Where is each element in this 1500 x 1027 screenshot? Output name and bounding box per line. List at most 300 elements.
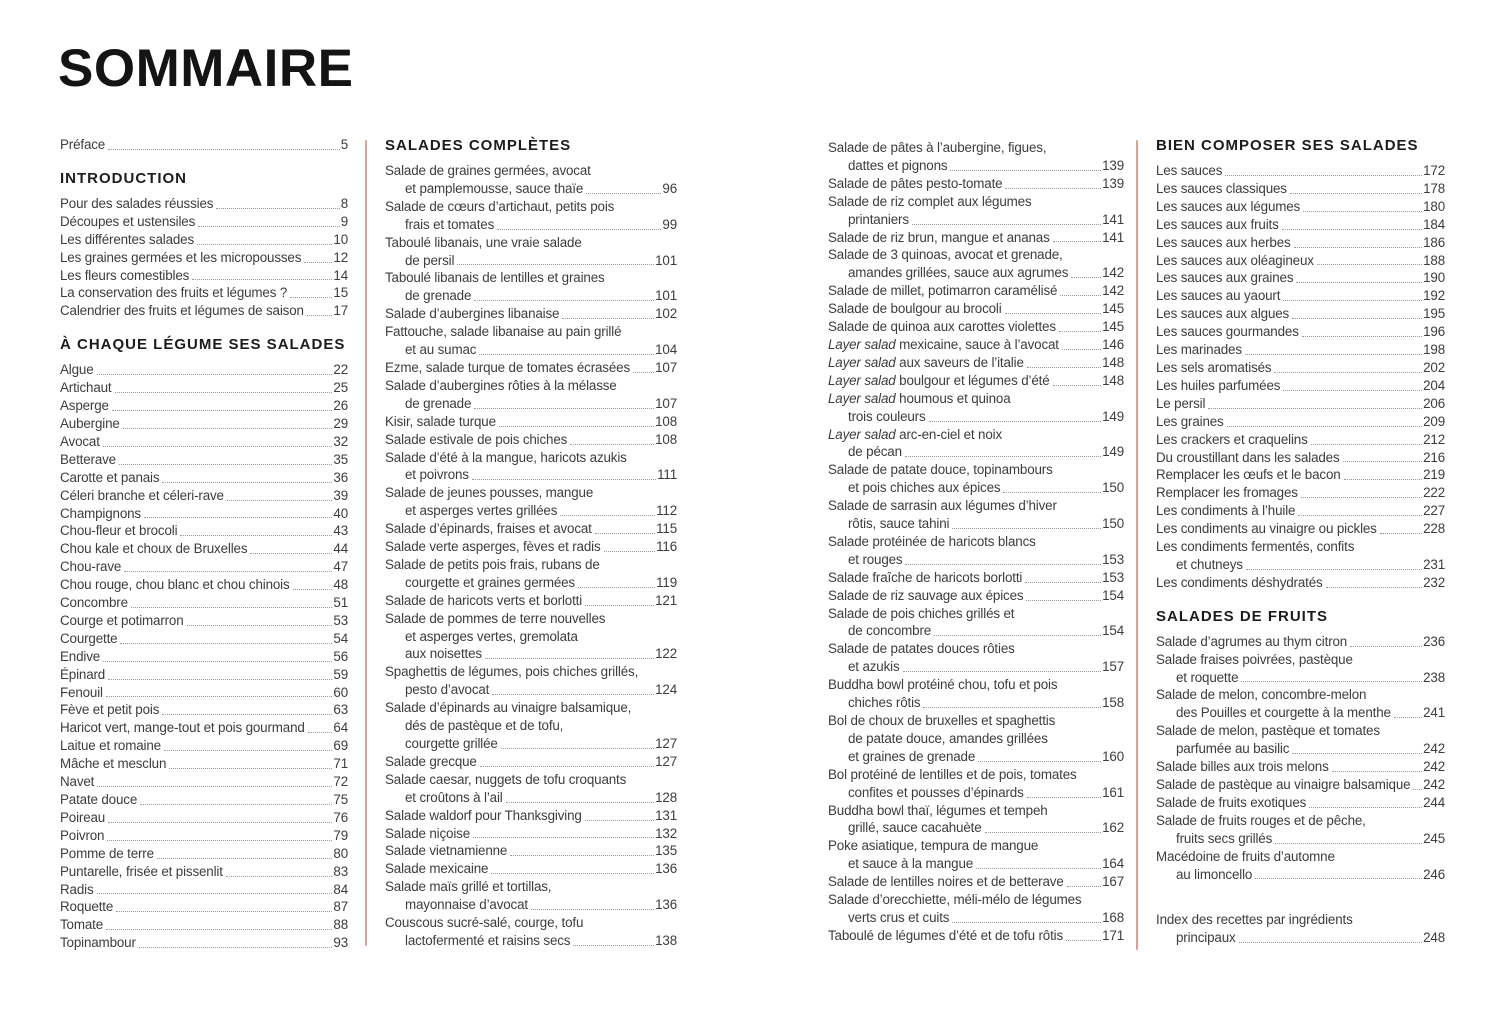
toc-entry	[1156, 538, 1445, 574]
toc-entry	[828, 802, 1124, 838]
toc-entry	[1156, 162, 1445, 180]
toc-entry-line	[828, 694, 1124, 712]
toc-entry	[1156, 431, 1445, 449]
entry-text-part: Salade mexicaine	[385, 861, 489, 877]
toc-entry-line	[60, 737, 348, 755]
entry-text-part: Salade de melon, pastèque et tomates	[1156, 723, 1380, 739]
dotted-leader	[1005, 187, 1101, 189]
toc-column-1	[60, 136, 348, 952]
page-number: 188	[1423, 252, 1445, 268]
toc-entry	[1156, 686, 1445, 722]
dotted-leader	[903, 670, 1102, 672]
toc-entry	[60, 881, 348, 899]
entry-text-part: Les huiles parfumées	[1156, 377, 1281, 393]
toc-entry-line	[1156, 520, 1445, 538]
toc-entry	[385, 699, 677, 753]
entry-text-part: et croûtons à l’ail	[405, 789, 503, 805]
entry-text-part: Salade de pâtes pesto-tomate	[828, 175, 1003, 191]
entry-text	[828, 354, 1024, 372]
toc-entry-line	[1156, 323, 1445, 341]
entry-text	[60, 594, 128, 612]
entry-text	[828, 802, 1048, 820]
page-number: 190	[1423, 270, 1445, 286]
page-number: 32	[333, 433, 348, 449]
entry-text	[848, 622, 931, 640]
entry-text-part: Salade d’aubergines libanaise	[385, 306, 560, 322]
entry-text	[385, 234, 582, 252]
toc-entry-line	[60, 719, 348, 737]
toc-entry-line	[60, 361, 348, 379]
entry-text-part: de persil	[405, 252, 455, 268]
page-number: 148	[1102, 372, 1124, 388]
entry-text	[385, 699, 631, 717]
entry-text	[60, 451, 116, 469]
toc-entry-line	[60, 195, 348, 213]
toc-entry	[1156, 502, 1445, 520]
entry-text-part: Salade de patates douces rôties	[828, 641, 1015, 657]
toc-entry	[828, 246, 1124, 282]
dotted-leader	[479, 353, 654, 355]
toc-entry-line	[385, 216, 677, 234]
toc-entry	[60, 231, 348, 249]
dotted-leader	[952, 921, 1101, 923]
entry-text	[60, 469, 159, 487]
entry-text-part: Taboulé libanais de lentilles et graines	[385, 270, 605, 286]
toc-entry-line	[385, 663, 677, 681]
entry-text	[1156, 252, 1314, 270]
toc-entry-line	[385, 162, 677, 180]
entry-text-part: Salade d’été à la mangue, haricots azukis	[385, 449, 627, 465]
entry-text	[828, 766, 1077, 784]
dotted-leader	[97, 785, 332, 787]
entry-text-part: Les graines germées et les micropousses	[60, 249, 302, 265]
toc-section	[828, 139, 1124, 945]
entry-text	[385, 556, 600, 574]
toc-entry	[828, 533, 1124, 569]
column-divider	[1136, 140, 1138, 950]
page-number: 198	[1423, 342, 1445, 358]
entry-text-part: Puntarelle, frisée et pissenlit	[60, 863, 223, 879]
toc-entry-line	[385, 717, 677, 735]
toc-entry-line	[60, 379, 348, 397]
toc-entry-line	[1156, 574, 1445, 592]
toc-entry	[1156, 413, 1445, 431]
page-number: 40	[333, 505, 348, 521]
toc-entry-line	[60, 433, 348, 451]
toc-entry-line	[828, 927, 1124, 945]
toc-entry-line	[1156, 776, 1445, 794]
dotted-leader	[578, 586, 655, 588]
toc-entry-line	[828, 855, 1124, 873]
dotted-leader	[1027, 796, 1101, 798]
entry-text	[405, 735, 498, 753]
entry-text-part: Les condiments fermentés, confits	[1156, 539, 1355, 555]
toc-entry-line	[60, 648, 348, 666]
entry-text-part: amandes grillées, sauce aux agrumes	[848, 265, 1069, 281]
page-number: 26	[333, 398, 348, 414]
toc-entry-line	[385, 825, 677, 843]
page-number: 9	[340, 213, 348, 229]
entry-text	[60, 522, 177, 540]
entry-text-part: Salade niçoise	[385, 825, 470, 841]
toc-entry-line	[60, 505, 348, 523]
entry-text-part: aux noisettes	[405, 646, 482, 662]
dotted-leader	[472, 478, 656, 480]
page-number: 180	[1423, 198, 1445, 214]
toc-entry-line	[828, 730, 1124, 748]
entry-text	[385, 878, 551, 896]
entry-text-part: Chou-rave	[60, 559, 122, 575]
toc-entry-line	[385, 645, 677, 663]
toc-section	[1156, 911, 1445, 947]
toc-entry-line	[828, 426, 1124, 444]
entry-text-part: Salade d’orecchiette, méli-mélo de légumes	[828, 892, 1082, 908]
toc-entry-line	[60, 934, 348, 952]
entry-text-part: et rouges	[848, 551, 903, 567]
page-number: 22	[333, 362, 348, 378]
dotted-leader	[1003, 491, 1101, 493]
toc-entry-line	[1156, 413, 1445, 431]
dotted-leader	[197, 243, 332, 245]
toc-entry-line	[385, 807, 677, 825]
toc-section	[385, 136, 677, 950]
entry-text	[1176, 669, 1238, 687]
toc-entry	[1156, 216, 1445, 234]
toc-entry	[385, 753, 677, 771]
dotted-leader	[510, 854, 654, 856]
page-number: 212	[1423, 431, 1445, 447]
dotted-leader	[1246, 568, 1422, 570]
page-number: 146	[1102, 336, 1124, 352]
toc-entry	[385, 663, 677, 699]
dotted-leader	[573, 944, 654, 946]
entry-text-part: Préface	[60, 137, 106, 152]
entry-text	[385, 825, 470, 843]
entry-text	[405, 574, 575, 592]
page-number: 242	[1423, 759, 1445, 775]
entry-text-part: Les sauces aux herbes	[1156, 234, 1291, 250]
toc-entry-line	[385, 234, 677, 252]
toc-entry-line	[828, 837, 1124, 855]
dotted-leader	[198, 225, 340, 227]
toc-entry-line	[1156, 929, 1445, 947]
page-number: 112	[656, 503, 677, 519]
dotted-leader	[1311, 443, 1422, 445]
entry-text	[1176, 740, 1289, 758]
dotted-leader	[290, 296, 332, 298]
toc-entry-line	[1156, 216, 1445, 234]
toc-entry	[828, 461, 1124, 497]
entry-text-part: et pamplemousse, sauce thaïe	[405, 180, 584, 196]
entry-text-part: Les sauces	[1156, 163, 1223, 178]
entry-text	[1176, 830, 1272, 848]
dotted-leader	[604, 550, 656, 552]
page-number: 195	[1423, 306, 1445, 322]
entry-text	[848, 408, 926, 426]
toc-entry	[828, 336, 1124, 354]
dotted-leader	[929, 420, 1102, 422]
entry-text	[60, 433, 100, 451]
entry-text	[60, 195, 213, 213]
toc-entry-line	[60, 487, 348, 505]
entry-text	[60, 845, 154, 863]
entry-text	[1156, 574, 1323, 592]
entry-text	[1156, 216, 1279, 234]
entry-text	[1156, 431, 1308, 449]
toc-entry-line	[828, 390, 1124, 408]
toc-entry-line	[828, 658, 1124, 676]
toc-entry-line	[60, 809, 348, 827]
entry-text-part: Les sauces aux graines	[1156, 270, 1294, 286]
entry-text-part: Salade de fruits exotiques	[1156, 794, 1307, 810]
entry-text	[385, 323, 621, 341]
toc-entry	[1156, 484, 1445, 502]
page-number: 241	[1423, 705, 1445, 721]
toc-entry	[385, 556, 677, 592]
entry-text	[828, 336, 1059, 354]
dotted-leader	[1283, 299, 1422, 301]
toc-entry	[1156, 305, 1445, 323]
toc-entry	[385, 771, 677, 807]
page-number: 161	[1102, 784, 1124, 800]
page-number: 135	[655, 843, 677, 859]
toc-entry-line	[1156, 794, 1445, 812]
toc-entry-line	[828, 139, 1124, 157]
entry-text-part: Les sauces aux algues	[1156, 306, 1290, 322]
entry-text	[60, 809, 105, 827]
toc-entry-line	[1156, 484, 1445, 502]
dotted-leader	[97, 892, 333, 894]
dotted-leader	[187, 624, 333, 626]
page-number: 115	[656, 521, 677, 537]
toc-entry	[385, 592, 677, 610]
entry-text-part: mexicaine, sauce à l’avocat	[895, 336, 1059, 352]
entry-text-part: et asperges vertes grillées	[405, 503, 558, 519]
entry-text-part: Couscous sucré-salé, courge, tofu	[385, 915, 584, 931]
toc-entry-line	[385, 914, 677, 932]
entry-text	[405, 180, 583, 198]
toc-entry	[1156, 252, 1445, 270]
entry-text	[60, 249, 301, 267]
toc-entry	[60, 648, 348, 666]
entry-text	[848, 909, 949, 927]
dotted-leader	[976, 867, 1101, 869]
entry-text-part: Endive	[60, 648, 101, 664]
page-number: 59	[333, 666, 348, 682]
entry-text	[828, 175, 1002, 193]
toc-entry	[828, 676, 1124, 712]
entry-text	[60, 397, 109, 415]
dotted-leader	[1317, 263, 1422, 265]
entry-text	[1156, 722, 1380, 740]
dotted-leader	[499, 425, 654, 427]
toc-entry	[1156, 651, 1445, 687]
entry-text-part: et graines de grenade	[848, 748, 976, 764]
toc-entry	[828, 139, 1124, 175]
toc-entry	[60, 558, 348, 576]
entry-text	[828, 426, 1002, 444]
page-number: 39	[333, 487, 348, 503]
toc-entry-line	[60, 231, 348, 249]
toc-entry	[1156, 269, 1445, 287]
dotted-leader	[1225, 174, 1422, 176]
toc-entry	[385, 234, 677, 270]
entry-text-part: Champignons	[60, 505, 141, 521]
entry-text-part: Spaghettis de légumes, pois chiches grillés,	[385, 664, 639, 680]
page-number: 162	[1102, 820, 1124, 836]
entry-text-part: Laitue et romaine	[60, 738, 161, 754]
dotted-leader	[1326, 586, 1423, 588]
toc-entry	[1156, 794, 1445, 812]
page-number: 128	[655, 789, 677, 805]
dotted-leader	[474, 407, 654, 409]
dotted-leader	[192, 278, 332, 280]
dotted-leader	[1282, 228, 1422, 230]
toc-entry	[1156, 633, 1445, 651]
page-number: 75	[333, 792, 348, 807]
toc-entry-line	[828, 229, 1124, 247]
entry-text-part: Buddha bowl thaï, légumes et tempeh	[828, 802, 1048, 818]
entry-text	[60, 612, 184, 630]
entry-text-part: fruits secs grillés	[1176, 830, 1273, 846]
toc-entry-line	[385, 269, 677, 287]
entry-text-part: Découpes et ustensiles	[60, 213, 196, 229]
toc-entry-line	[385, 628, 677, 646]
page-number: 84	[333, 881, 348, 897]
page-number: 157	[1102, 659, 1124, 675]
toc-entry-line	[1156, 830, 1445, 848]
entry-text	[385, 771, 626, 789]
entry-text	[828, 193, 1031, 211]
dotted-leader	[474, 299, 654, 301]
toc-entry	[385, 377, 677, 413]
dotted-leader	[952, 527, 1101, 529]
entry-text-part: Chou-fleur et brocoli	[60, 523, 178, 539]
toc-entry	[1156, 520, 1445, 538]
dotted-leader	[950, 169, 1101, 171]
dotted-leader	[227, 499, 333, 501]
dotted-leader	[934, 634, 1101, 636]
dotted-leader	[120, 642, 332, 644]
entry-text-part: Les graines	[1156, 413, 1224, 429]
page-number: 71	[333, 756, 348, 772]
toc-entry	[60, 415, 348, 433]
entry-text	[1156, 502, 1295, 520]
toc-entry	[385, 323, 677, 359]
section-header: SALADES COMPLÈTES	[385, 137, 572, 154]
entry-text-part: et chutneys	[1176, 556, 1243, 572]
dotted-leader	[106, 928, 332, 930]
entry-text-part: Calendrier des fruits et légumes de saison	[60, 303, 304, 319]
dotted-leader	[180, 534, 332, 536]
toc-entry	[60, 361, 348, 379]
toc-entry	[828, 640, 1124, 676]
entry-text-part: Le persil	[1156, 395, 1206, 411]
toc-entry	[828, 175, 1124, 193]
page-number: 138	[655, 932, 677, 948]
toc-entry	[1156, 395, 1445, 413]
entry-text-part: houmous et quinoa	[895, 390, 1011, 406]
entry-text-part: Salade d’épinards, fraises et avocat	[385, 521, 592, 537]
toc-entry-line	[828, 497, 1124, 515]
entry-text	[385, 359, 630, 377]
page-number: 35	[333, 451, 348, 467]
entry-text	[1156, 198, 1300, 216]
entry-text-part: Salade de riz brun, mangue et ananas	[828, 229, 1050, 245]
entry-text	[848, 479, 1000, 497]
entry-text	[1156, 794, 1306, 812]
entry-text	[385, 520, 592, 538]
entry-text	[385, 162, 591, 180]
dotted-leader	[1245, 353, 1422, 355]
toc-entry-line	[385, 449, 677, 467]
entry-text	[1156, 776, 1410, 794]
toc-entry	[1156, 574, 1445, 592]
toc-entry	[60, 505, 348, 523]
entry-text	[1156, 269, 1293, 287]
toc-entry-line	[60, 522, 348, 540]
entry-text	[60, 267, 189, 285]
entry-text	[60, 284, 287, 302]
entry-text-part: Topinambour	[60, 935, 136, 951]
toc-entry-line	[1156, 269, 1445, 287]
dotted-leader	[1332, 770, 1422, 772]
dotted-leader	[115, 391, 333, 393]
entry-text	[1156, 520, 1377, 538]
entry-text-part: Salade de boulgour au brocoli	[828, 301, 1002, 317]
entry-text-part: Chou kale et choux de Bruxelles	[60, 541, 248, 557]
dotted-leader	[1026, 599, 1101, 601]
entry-text	[1156, 449, 1340, 467]
page-number: 232	[1423, 574, 1445, 590]
entry-text-part: trois couleurs	[848, 408, 926, 424]
toc-entry	[60, 379, 348, 397]
toc-entry-line	[828, 819, 1124, 837]
entry-text-part: Salade de millet, potimarron caramélisé	[828, 283, 1058, 299]
dotted-leader	[103, 445, 333, 447]
entry-text	[405, 932, 570, 950]
entry-text-part: Courge et potimarron	[60, 612, 184, 628]
entry-text-part: Salade de lentilles noires et de betterave	[828, 874, 1064, 890]
toc-section	[1156, 136, 1445, 592]
entry-text	[1156, 484, 1298, 502]
toc-entry-line	[60, 791, 348, 809]
entry-text-part: de pécan	[848, 444, 902, 460]
entry-text	[385, 377, 617, 395]
entry-text-part: rôtis, sauce tahini	[848, 516, 950, 532]
toc-entry-line	[1156, 395, 1445, 413]
toc-entry-line	[828, 443, 1124, 461]
dotted-leader	[97, 373, 333, 375]
entry-text	[385, 914, 583, 932]
toc-entry-line	[828, 784, 1124, 802]
toc-entry	[828, 193, 1124, 229]
column-divider	[365, 140, 367, 946]
entry-text	[1156, 812, 1366, 830]
entry-text-part: arc-en-ciel et noix	[895, 426, 1002, 442]
entry-text	[385, 592, 582, 610]
entry-text	[60, 666, 105, 684]
entry-text	[1176, 704, 1391, 722]
entry-text-part: Courgette	[60, 630, 118, 646]
toc-entry-line	[60, 863, 348, 881]
page-number: 111	[657, 467, 677, 483]
toc-entry	[60, 863, 348, 881]
dotted-leader	[501, 747, 654, 749]
dotted-leader	[1239, 941, 1423, 943]
entry-text-part: Salade de pâtes à l’aubergine, figues,	[828, 140, 1047, 155]
page-number: 142	[1102, 283, 1124, 299]
